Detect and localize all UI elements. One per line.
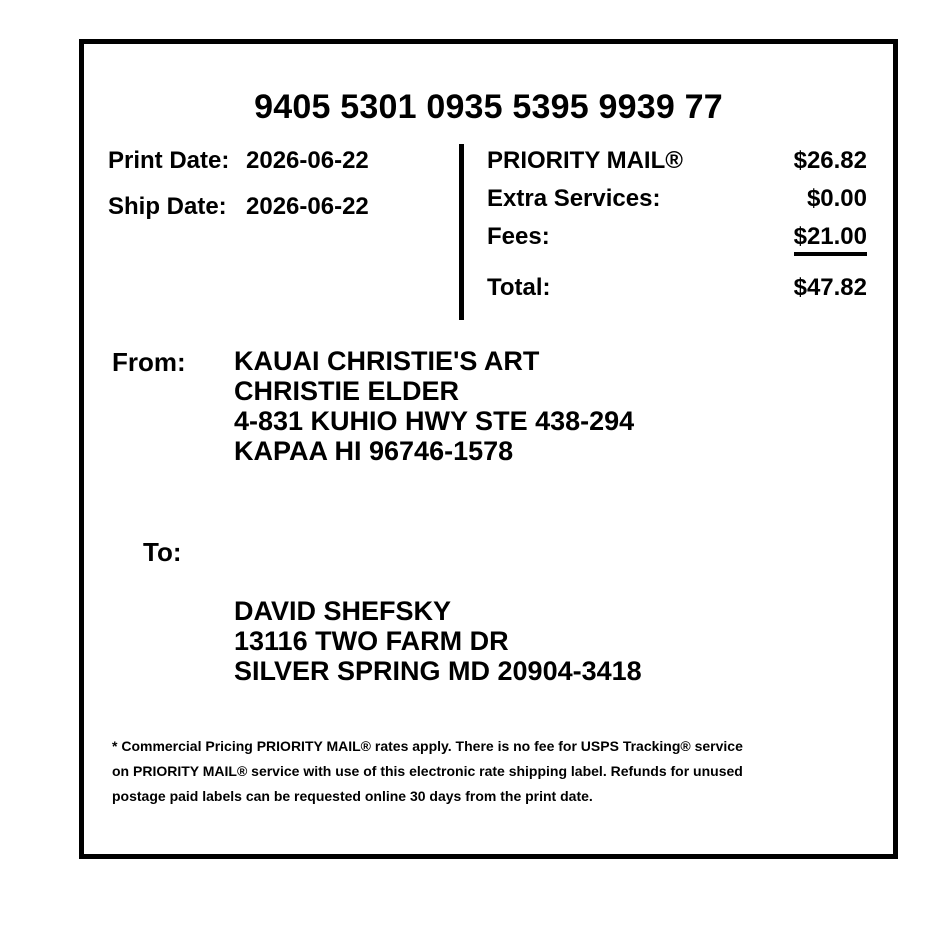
vertical-divider — [459, 144, 464, 320]
fees-amount: $21.00 — [794, 223, 867, 256]
ship-date-value: 2026-06-22 — [246, 193, 369, 220]
from-address — [234, 346, 634, 466]
service-row — [487, 147, 867, 185]
to-line: DAVID SHEFSKY — [234, 596, 452, 626]
print-date-label: Print Date: — [108, 147, 230, 174]
ship-date-row — [108, 193, 369, 239]
fees-row — [487, 223, 867, 261]
fees-label: Fees: — [487, 223, 550, 250]
dates-block — [108, 147, 369, 239]
from-line: KAUAI CHRISTIE'S ART — [234, 346, 540, 376]
to-line: 13116 TWO FARM DR — [234, 626, 509, 656]
from-line: CHRISTIE ELDER — [234, 376, 460, 406]
to-label: To: — [143, 537, 182, 567]
total-label: Total: — [487, 274, 551, 301]
tracking-number: 9405 5301 0935 5395 9939 77 — [254, 88, 723, 126]
from-label: From: — [112, 347, 186, 377]
shipping-label — [79, 39, 898, 859]
print-date-row — [108, 147, 369, 193]
from-line: 4-831 KUHIO HWY STE 438-294 — [234, 406, 635, 436]
from-line: KAPAA HI 96746-1578 — [234, 436, 514, 466]
total-row — [487, 274, 867, 312]
extra-services-row — [487, 185, 867, 223]
to-line: SILVER SPRING MD 20904-3418 — [234, 656, 642, 686]
service-amount: $26.82 — [793, 147, 867, 174]
to-address — [234, 596, 642, 686]
print-date-value: 2026-06-22 — [246, 147, 369, 174]
disclaimer-text: * Commercial Pricing PRIORITY MAIL® rates apply. There is no fee for USPS Tracking® service on PRIORITY MAIL® service with use of this electronic rate shipping label. Refunds for unused postage paid labels can be requested online 30 days from the print date. — [112, 738, 743, 804]
service-label: PRIORITY MAIL® — [487, 147, 683, 174]
ship-date-label: Ship Date: — [108, 193, 227, 220]
extra-services-label: Extra Services: — [487, 185, 661, 212]
extra-services-amount: $0.00 — [806, 185, 867, 212]
postage-charges — [487, 147, 867, 312]
total-amount: $47.82 — [793, 274, 867, 301]
